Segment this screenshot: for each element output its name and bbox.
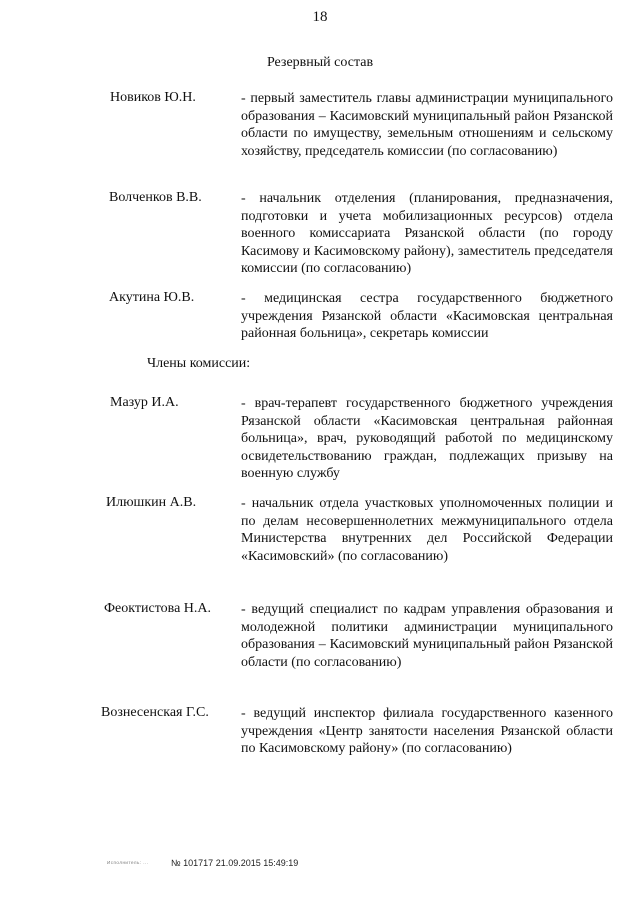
person-description: - начальник отдела участковых уполномоченных полиции и по делам несовершеннолетних межмуниципального отдела Министерства внутренних дел Российской Федерации «Касимовский» (по согласованию)	[241, 496, 613, 564]
person-name: Волченков В.В.	[109, 190, 202, 205]
person-description: - начальник отделения (планирования, предназначения, подготовки и учета мобилизационных ресурсов) отдела военного комиссариата Рязанской области (по городу Касимову и Касимовскому району), заместитель председателя комиссии (по согласованию)	[241, 191, 613, 277]
person-name: Феоктистова Н.А.	[104, 601, 212, 616]
person-description: - медицинская сестра государственного бюджетного учреждения Рязанской области «Касимовская центральная районная больница», секретарь комиссии	[241, 291, 613, 342]
person-description: - ведущий инспектор филиала государственного казенного учреждения «Центр занятости населения Рязанской области по Касимовскому району» (по согласованию)	[241, 706, 613, 757]
page-number: 18	[312, 9, 328, 25]
section-title: Резервный состав	[266, 55, 374, 70]
person-description: - ведущий специалист по кадрам управления образования и молодежной политики администрации муниципального образования – Касимовский муниципальный район Рязанской области (по согласованию)	[241, 602, 613, 670]
person-description: - первый заместитель главы администрации муниципального образования – Касимовский муниципальный район Рязанской области по имуществу, земельным отношениям и сельскому хозяйству, председатель комиссии (по согласованию)	[241, 91, 613, 159]
person-name: Мазур И.А.	[110, 395, 179, 410]
person-description: - врач-терапевт государственного бюджетного учреждения Рязанской области «Касимовская центральная районная больница», врач, руководящий работой по медицинскому освидетельствованию граждан, подлежащих призыву на военную службу	[241, 396, 613, 482]
footer-registration-stamp: № 101717 21.09.2015 15:49:19	[171, 858, 299, 868]
person-name: Илюшкин А.В.	[106, 495, 197, 510]
person-name: Акутина Ю.В.	[109, 290, 195, 305]
person-name: Вознесенская Г.С.	[101, 705, 209, 720]
footer-executor-note: Исполнитель: ...	[107, 860, 149, 865]
person-name: Новиков Ю.Н.	[110, 90, 196, 105]
members-heading: Члены комиссии:	[147, 356, 251, 371]
